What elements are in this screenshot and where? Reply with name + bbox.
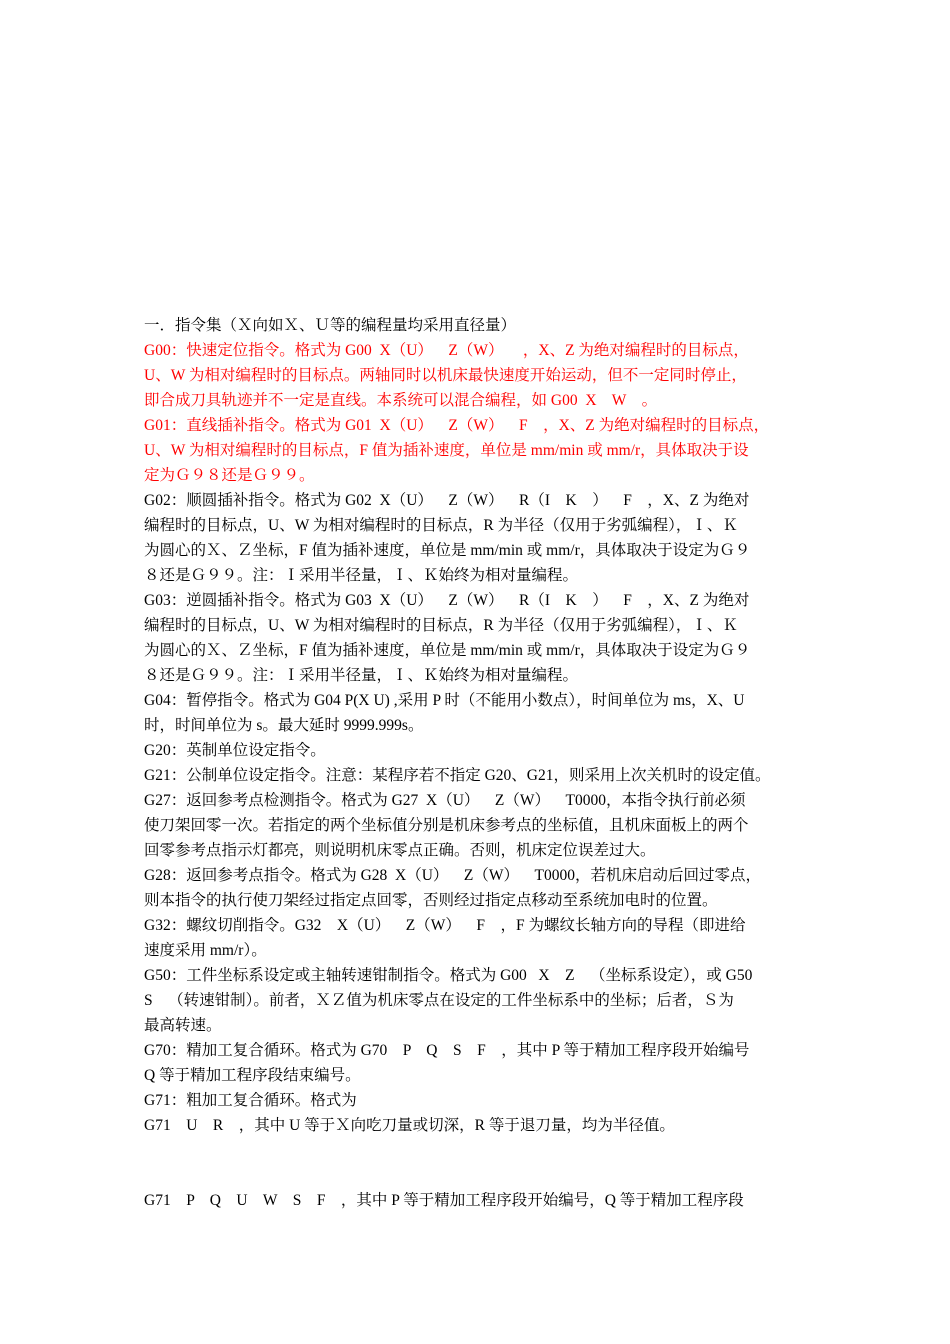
text-line: 为圆心的Ｘ、Ｚ坐标，F 值为插补速度，单位是 mm/min 或 mm/r，具体取决于设定为Ｇ９ xyxy=(144,542,751,559)
paragraph-g71b xyxy=(144,1188,814,1213)
paragraph-g71 xyxy=(144,1088,814,1138)
text-line: 定为Ｇ９８还是Ｇ９９。 xyxy=(144,467,315,484)
text-line: U、W 为相对编程时的目标点，F 值为插补速度，单位是 mm/min 或 mm/r，具体取决于设 xyxy=(144,442,749,459)
text-line: G28：返回参考点指令。格式为 G28 X（U） Z（W） T0000，若机床启动后回过零点， xyxy=(144,867,761,884)
paragraph-g28 xyxy=(144,863,814,913)
text-line: G71 P Q U W S F ，其中 P 等于精加工程序段开始编号，Q 等于精加工程序段 xyxy=(144,1192,744,1209)
text-line: 一．指令集（Ｘ向如Ｘ、Ｕ等的编程量均采用直径量） xyxy=(144,317,517,334)
paragraph-g00 xyxy=(144,338,814,413)
text-line: 为圆心的Ｘ、Ｚ坐标，F 值为插补速度，单位是 mm/min 或 mm/r，具体取决于设定为Ｇ９ xyxy=(144,642,751,659)
paragraph-g20 xyxy=(144,738,814,763)
paragraph-heading xyxy=(144,313,814,338)
paragraph-g02 xyxy=(144,488,814,588)
paragraph-g03 xyxy=(144,588,814,688)
paragraph-g21 xyxy=(144,763,814,788)
text-line: ８还是Ｇ９９。注：Ｉ采用半径量，Ｉ、Ｋ始终为相对量编程。 xyxy=(144,667,579,684)
text-line: G50：工件坐标系设定或主轴转速钳制指令。格式为 G00 X Z （坐标系设定），或 G50 xyxy=(144,967,753,984)
text-line: G00：快速定位指令。格式为 G00 X（U） Z（W） ，X、Z 为绝对编程时的目标点， xyxy=(144,342,749,359)
text-line: 编程时的目标点，U、W 为相对编程时的目标点，R 为半径（仅用于劣弧编程），Ｉ、Ｋ xyxy=(144,617,738,634)
text-line: 即合成刀具轨迹并不一定是直线。本系统可以混合编程，如 G00 X W 。 xyxy=(144,392,658,409)
text-line: 编程时的目标点，U、W 为相对编程时的目标点，R 为半径（仅用于劣弧编程），Ｉ、Ｋ xyxy=(144,517,738,534)
text-line: G27：返回参考点检测指令。格式为 G27 X（U） Z（W） T0000，本指令执行前必须 xyxy=(144,792,746,809)
text-line: G04：暂停指令。格式为 G04 P(X U) ,采用 P 时（不能用小数点），时间单位为 ms，X、U xyxy=(144,692,745,709)
text-line: 则本指令的执行使刀架经过指定点回零，否则经过指定点移动至系统加电时的位置。 xyxy=(144,892,718,909)
document-body xyxy=(144,313,814,1213)
text-line: G20：英制单位设定指令。 xyxy=(144,742,326,759)
text-line: G71：粗加工复合循环。格式为 xyxy=(144,1092,357,1109)
paragraph-g27 xyxy=(144,788,814,863)
text-line: G21：公制单位设定指令。注意：某程序若不指定 G20、G21，则采用上次关机时的设定值。 xyxy=(144,767,771,784)
text-line: G70：精加工复合循环。格式为 G70 P Q S F ，其中 P 等于精加工程序段开始编号 xyxy=(144,1042,750,1059)
text-line: 速度采用 mm/r）。 xyxy=(144,942,267,959)
text-line: G32：螺纹切削指令。G32 X（U） Z（W） F ，F 为螺纹长轴方向的导程（即进给 xyxy=(144,917,746,934)
paragraph-gap xyxy=(144,1138,814,1188)
paragraph-g32 xyxy=(144,913,814,963)
text-line: S （转速钳制）。前者，ＸＺ值为机床零点在设定的工件坐标系中的坐标；后者，Ｓ为 xyxy=(144,992,734,1009)
text-line: G71 U R ，其中 U 等于Ｘ向吃刀量或切深，R 等于退刀量，均为半径值。 xyxy=(144,1117,675,1134)
paragraph-g50 xyxy=(144,963,814,1038)
paragraph-g04 xyxy=(144,688,814,738)
text-line: G02：顺圆插补指令。格式为 G02 X（U） Z（W） R（I K ） F ，X、Z 为绝对 xyxy=(144,492,750,509)
text-line: Q 等于精加工程序段结束编号。 xyxy=(144,1067,361,1084)
text-line: 最高转速。 xyxy=(144,1017,222,1034)
text-line: G01：直线插补指令。格式为 G01 X（U） Z（W） F ，X、Z 为绝对编程时的目标点， xyxy=(144,417,770,434)
text-line: 时，时间单位为 s。最大延时 9999.999s。 xyxy=(144,717,424,734)
text-line: G03：逆圆插补指令。格式为 G03 X（U） Z（W） R（I K ） F ，X、Z 为绝对 xyxy=(144,592,750,609)
text-line: U、W 为相对编程时的目标点。两轴同时以机床最快速度开始运动，但不一定同时停止， xyxy=(144,367,747,384)
paragraph-g01 xyxy=(144,413,814,488)
text-line: 回零参考点指示灯都亮，则说明机床零点正确。否则，机床定位误差过大。 xyxy=(144,842,656,859)
text-line: 使刀架回零一次。若指定的两个坐标值分别是机床参考点的坐标值，且机床面板上的两个 xyxy=(144,817,749,834)
text-line: ８还是Ｇ９９。注：Ｉ采用半径量，Ｉ、Ｋ始终为相对量编程。 xyxy=(144,567,579,584)
paragraph-g70 xyxy=(144,1038,814,1088)
